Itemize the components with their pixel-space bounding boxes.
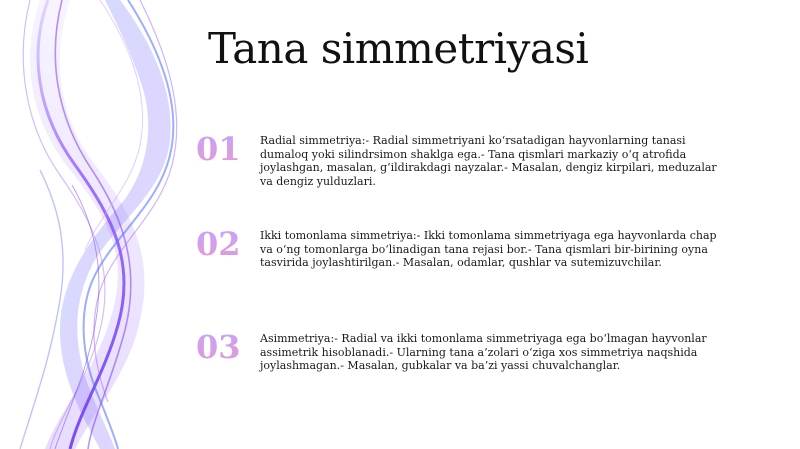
item-number: 02	[196, 227, 252, 261]
slide-title: Tana simmetriyasi	[208, 24, 589, 73]
item-text: Asimmetriya:- Radial va ikki tomonlama simmetriyaga ega bo‘lmagan hayvonlar assimetrik hisoblanadi.- Ularning tana a’zolari o‘ziga xos simmetriya naqshida joylashmagan.- Masalan, gubkalar va ba’zi yassi chuvalchanglar.	[260, 332, 707, 373]
item-text: Radial simmetriya:- Radial simmetriyani ko‘rsatadigan hayvonlarning tanasi dumaloq yoki silindrsimon shaklga ega.- Tana qismlari markaziy o‘q atrofida joylashgan, masalan, g‘ildirakdagi nayzalar.- Masalan, dengiz kirpilari, meduzalar va dengiz yulduzlari.	[260, 134, 717, 188]
item-number: 01	[196, 132, 252, 166]
item-text: Ikki tomonlama simmetriya:- Ikki tomonlama simmetriyaga ega hayvonlarda chap va o‘ng tomonlarga bo‘linadigan tana rejasi bor.- Tana qismlari bir-birining oyna tasvirida joylashtirilgan.- Masalan, odamlar, qushlar va sutemizuvchilar.	[260, 229, 717, 270]
purple-smoke-decoration	[0, 0, 200, 449]
item-number: 03	[196, 330, 252, 364]
